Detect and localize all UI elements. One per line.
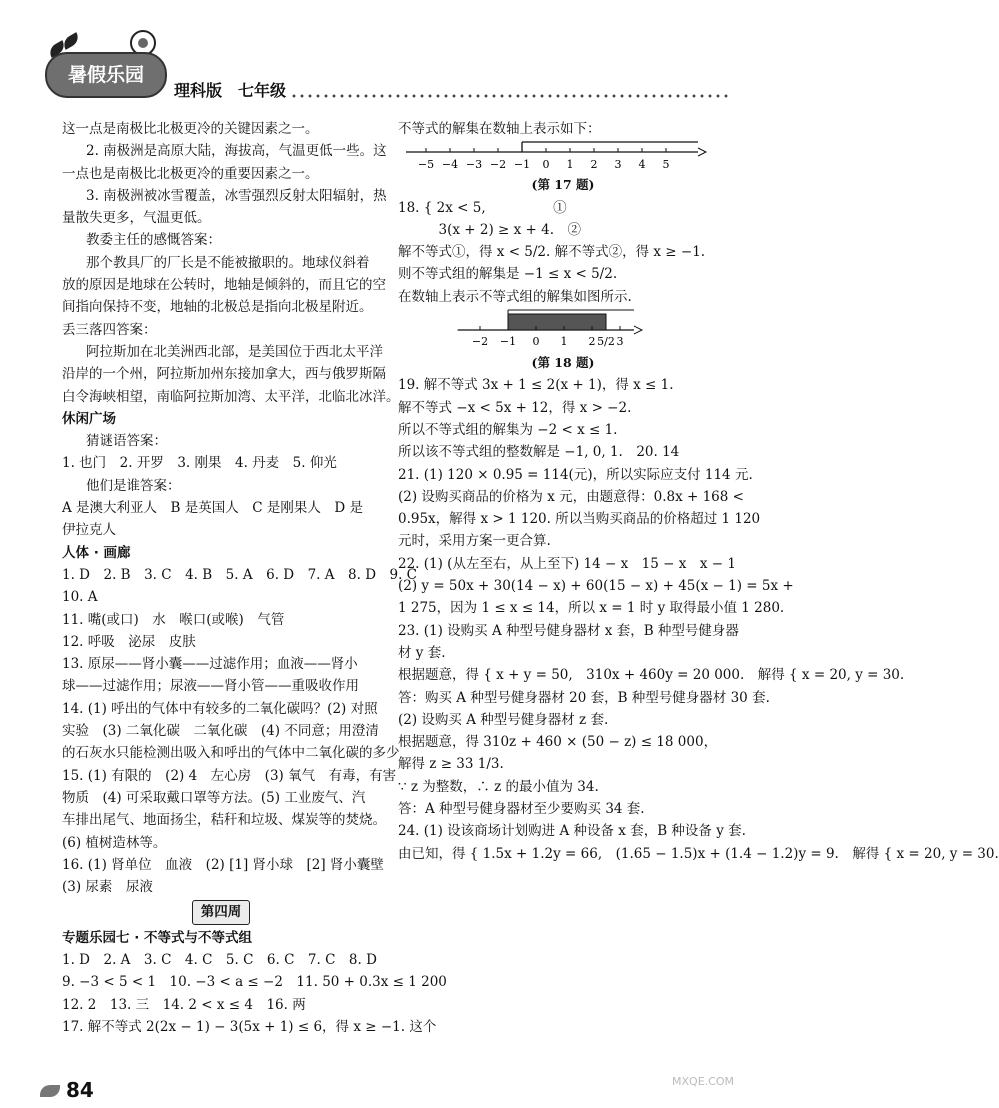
text-line: 元时，采用方案一更合算. <box>398 533 551 550</box>
text-line: 10. A <box>62 589 98 606</box>
leaf-icon <box>61 32 82 50</box>
text-line: 解得 z ≥ 33 1/3. <box>398 756 504 773</box>
tick-label: −1 <box>499 335 517 349</box>
text-line: 在数轴上表示不等式组的解集如图所示. <box>398 288 632 305</box>
series-logo: 暑假乐园 <box>45 52 167 98</box>
text-line: 所以不等式组的解集为 −2 < x ≤ 1. <box>398 421 618 438</box>
week-title: 第四周 <box>192 900 251 924</box>
text-line: 丢三落四答案： <box>62 321 157 338</box>
text-line: 由已知，得 { 1.5x + 1.2y = 66, (1.65 − 1.5)x + (1.4 − 1.2)y = 9. 解得 { x = 20, y = 30. <box>398 845 999 862</box>
text-line: 12. 呼吸 泌尿 皮肤 <box>62 633 196 650</box>
text-line: 1. 也门 2. 开罗 3. 刚果 4. 丹麦 5. 仰光 <box>62 455 337 472</box>
text-line: 阿拉斯加在北美洲西北部，是美国位于西北太平洋 <box>86 343 383 360</box>
right-column <box>398 118 999 865</box>
text-line: 车排出尾气、地面扬尘，秸秆和垃圾、煤炭等的焚烧。 <box>62 812 386 829</box>
text-line: 答：购买 A 种型号健身器材 20 套，B 种型号健身器材 30 套. <box>398 689 770 706</box>
tick-label: 0 <box>542 158 550 172</box>
text-line: 14. (1) 呼出的气体中有较多的二氧化碳吗？(2) 对照 <box>62 700 378 717</box>
text-line: 人体 · 画廊 <box>62 544 131 561</box>
text-line: 3(x + 2) ≥ x + 4. ② <box>398 221 582 238</box>
text-line: (6) 植树造林等。 <box>62 834 167 851</box>
axis-arrow <box>634 326 642 334</box>
tick-label: 1 <box>566 158 574 172</box>
text-line: 12. 2 13. 三 14. 2 < x ≤ 4 16. 两 <box>62 996 306 1013</box>
text-line: 18. { 2x < 5, ① <box>398 199 567 216</box>
text-line: 3. 南极洲被冰雪覆盖，冰雪强烈反射太阳辐射，热 <box>86 187 387 204</box>
text-line: 根据题意，得 310z + 460 × (50 − z) ≤ 18 000， <box>398 734 718 751</box>
text-line: ∵ z 为整数，∴ z 的最小值为 34. <box>398 778 599 795</box>
tick-label: 2 <box>588 335 596 349</box>
text-line: 1. D 2. B 3. C 4. B 5. A 6. D 7. A 8. D 9. C <box>62 566 418 583</box>
text-line: 量散失更多，气温更低。 <box>62 210 211 227</box>
text-line: 伊拉克人 <box>62 522 116 539</box>
text-line: 1 275，因为 1 ≤ x ≤ 14，所以 x = 1 时 y 取得最小值 1 280. <box>398 600 785 617</box>
page-footer <box>40 1078 94 1102</box>
text-line: 一点也是南极比北极更冷的重要因素之一。 <box>62 165 319 182</box>
text-line: 11. 嘴(或口) 水 喉口(或喉) 气管 <box>62 611 285 628</box>
left-text-block <box>62 118 418 898</box>
tick-label: −3 <box>465 158 483 172</box>
text-line: 答：A 种型号健身器材至少要购买 34 套. <box>398 801 645 818</box>
tick-label: 0 <box>532 335 540 349</box>
text-line: 1. D 2. A 3. C 4. C 5. C 6. C 7. C 8. D <box>62 951 377 968</box>
caption-q18: (第 18 题) <box>531 355 595 371</box>
text-line: 间指向保持不变，地轴的北极总是指向北极星附近。 <box>62 299 373 316</box>
number-line-q17 <box>398 140 728 174</box>
tick-label: 4 <box>638 158 646 172</box>
left-text-block-2 <box>62 927 447 1038</box>
tick-label: −2 <box>471 335 489 349</box>
tick-label: −1 <box>513 158 531 172</box>
edition-label: 理科版 七年级 <box>174 81 287 100</box>
text-line: 他们是谁答案： <box>86 477 181 494</box>
text-line: 这一点是南极比北极更冷的关键因素之一。 <box>62 121 319 137</box>
tick-label: 1 <box>560 335 568 349</box>
right-text-block-b <box>398 197 728 308</box>
text-line: 放的原因是地球在公转时，地轴是倾斜的，而且它的空 <box>62 277 386 294</box>
text-line: 解不等式 −x < 5x + 12，得 x > −2. <box>398 399 632 416</box>
text-line: 休闲广场 <box>62 410 116 427</box>
text-line: 22. (1) (从左至右，从上至下) 14 − x 15 − x x − 1 <box>398 555 736 572</box>
text-line: 教委主任的感慨答案： <box>86 232 221 249</box>
text-line: 猜谜语答案： <box>86 433 167 450</box>
text-line: 16. (1) 肾单位 血液 (2) [1] 肾小球 [2] 肾小囊壁 <box>62 856 384 873</box>
axis-arrow <box>698 148 706 156</box>
right-text-block-a <box>398 118 728 140</box>
text-line: 19. 解不等式 3x + 1 ≤ 2(x + 1)，得 x ≤ 1. <box>398 377 674 394</box>
caption-q17: (第 17 题) <box>531 177 595 193</box>
tick-label: −2 <box>489 158 507 172</box>
text-line: 13. 原尿——肾小囊——过滤作用；血液——肾小 <box>62 656 358 673</box>
text-line: 则不等式组的解集是 −1 ≤ x < 5/2. <box>398 266 618 283</box>
right-text-block-c <box>398 374 999 865</box>
page-header <box>0 0 750 110</box>
text-line: (2) y = 50x + 30(14 − x) + 60(15 − x) + 45(x − 1) = 5x + <box>398 578 794 595</box>
text-line: 9. −3 < 5 < 1 10. −3 < a ≤ −2 11. 50 + 0.3x ≤ 1 200 <box>62 974 447 991</box>
text-line: 不等式的解集在数轴上表示如下： <box>398 121 601 137</box>
text-line: 解不等式①，得 x < 5/2. 解不等式②，得 x ≥ −1. <box>398 244 706 261</box>
text-line: 那个教具厂的厂长是不能被撤职的。地球仪斜着 <box>86 254 370 271</box>
tick-label: 3 <box>616 335 624 349</box>
text-line: 专题乐园七 · 不等式与不等式组 <box>62 929 253 946</box>
page-number: 84 <box>66 1078 94 1102</box>
text-line: 21. (1) 120 × 0.95 = 114(元)，所以实际应支付 114 元. <box>398 466 753 483</box>
text-line: 24. (1) 设该商场计划购进 A 种设备 x 套，B 种设备 y 套. <box>398 823 746 840</box>
text-line: 15. (1) 有限的 (2) 4 左心房 (3) 氧气 有毒，有害 <box>62 767 397 784</box>
text-line: 所以该不等式组的整数解是 −1, 0, 1. 20. 14 <box>398 444 680 461</box>
text-line: 球——过滤作用；尿液——肾小管——重吸收作用 <box>62 678 359 695</box>
solution-region <box>508 314 606 330</box>
text-line: 材 y 套. <box>398 644 446 661</box>
number-line-q18 <box>398 308 728 352</box>
number-line-q17-svg <box>398 140 728 174</box>
watermark: MXQE.COM <box>672 1075 734 1088</box>
text-line: (3) 尿素 尿液 <box>62 879 153 896</box>
text-line: 沿岸的一个州，阿拉斯加州东接加拿大，西与俄罗斯隔 <box>62 366 386 383</box>
text-line: 17. 解不等式 2(2x − 1) − 3(5x + 1) ≤ 6，得 x ≥ −1. 这个 <box>62 1018 437 1035</box>
tick-label: −5 <box>417 158 435 172</box>
text-line: 0.95x，解得 x > 1 120. 所以当购买商品的价格超过 1 120 <box>398 511 761 528</box>
text-line: 实验 (3) 二氧化碳 二氧化碳 (4) 不同意；用澄清 <box>62 723 379 740</box>
tick-label: 5 <box>662 158 670 172</box>
text-line: 白令海峡相望，南临阿拉斯加湾、太平洋，北临北冰洋。 <box>62 388 400 405</box>
text-line: 的石灰水只能检测出吸入和呼出的气体中二氧化碳的多少 <box>62 745 400 762</box>
week-banner <box>62 900 380 924</box>
text-line: 物质 (4) 可采取戴口罩等方法。(5) 工业废气、汽 <box>62 789 366 806</box>
tick-label: −4 <box>441 158 459 172</box>
text-line: 根据题意，得 { x + y = 50, 310x + 460y = 20 000. 解得 { x = 20, y = 30. <box>398 667 905 684</box>
text-line: 23. (1) 设购买 A 种型号健身器材 x 套，B 种型号健身器 <box>398 622 739 639</box>
dotted-divider <box>290 93 730 99</box>
number-line-q18-svg <box>398 308 728 352</box>
tick-label: 3 <box>614 158 622 172</box>
text-line: A 是澳大利亚人 B 是英国人 C 是刚果人 D 是 <box>62 500 363 517</box>
text-line: 2. 南极洲是高原大陆，海拔高，气温更低一些。这 <box>86 143 387 160</box>
text-line: (2) 设购买商品的价格为 x 元，由题意得：0.8x + 168 < <box>398 488 744 505</box>
tick-label: 5/2 <box>597 335 615 349</box>
text-line: (2) 设购买 A 种型号健身器材 z 套. <box>398 711 609 728</box>
leaf-icon <box>40 1085 60 1097</box>
tick-label: 2 <box>590 158 598 172</box>
